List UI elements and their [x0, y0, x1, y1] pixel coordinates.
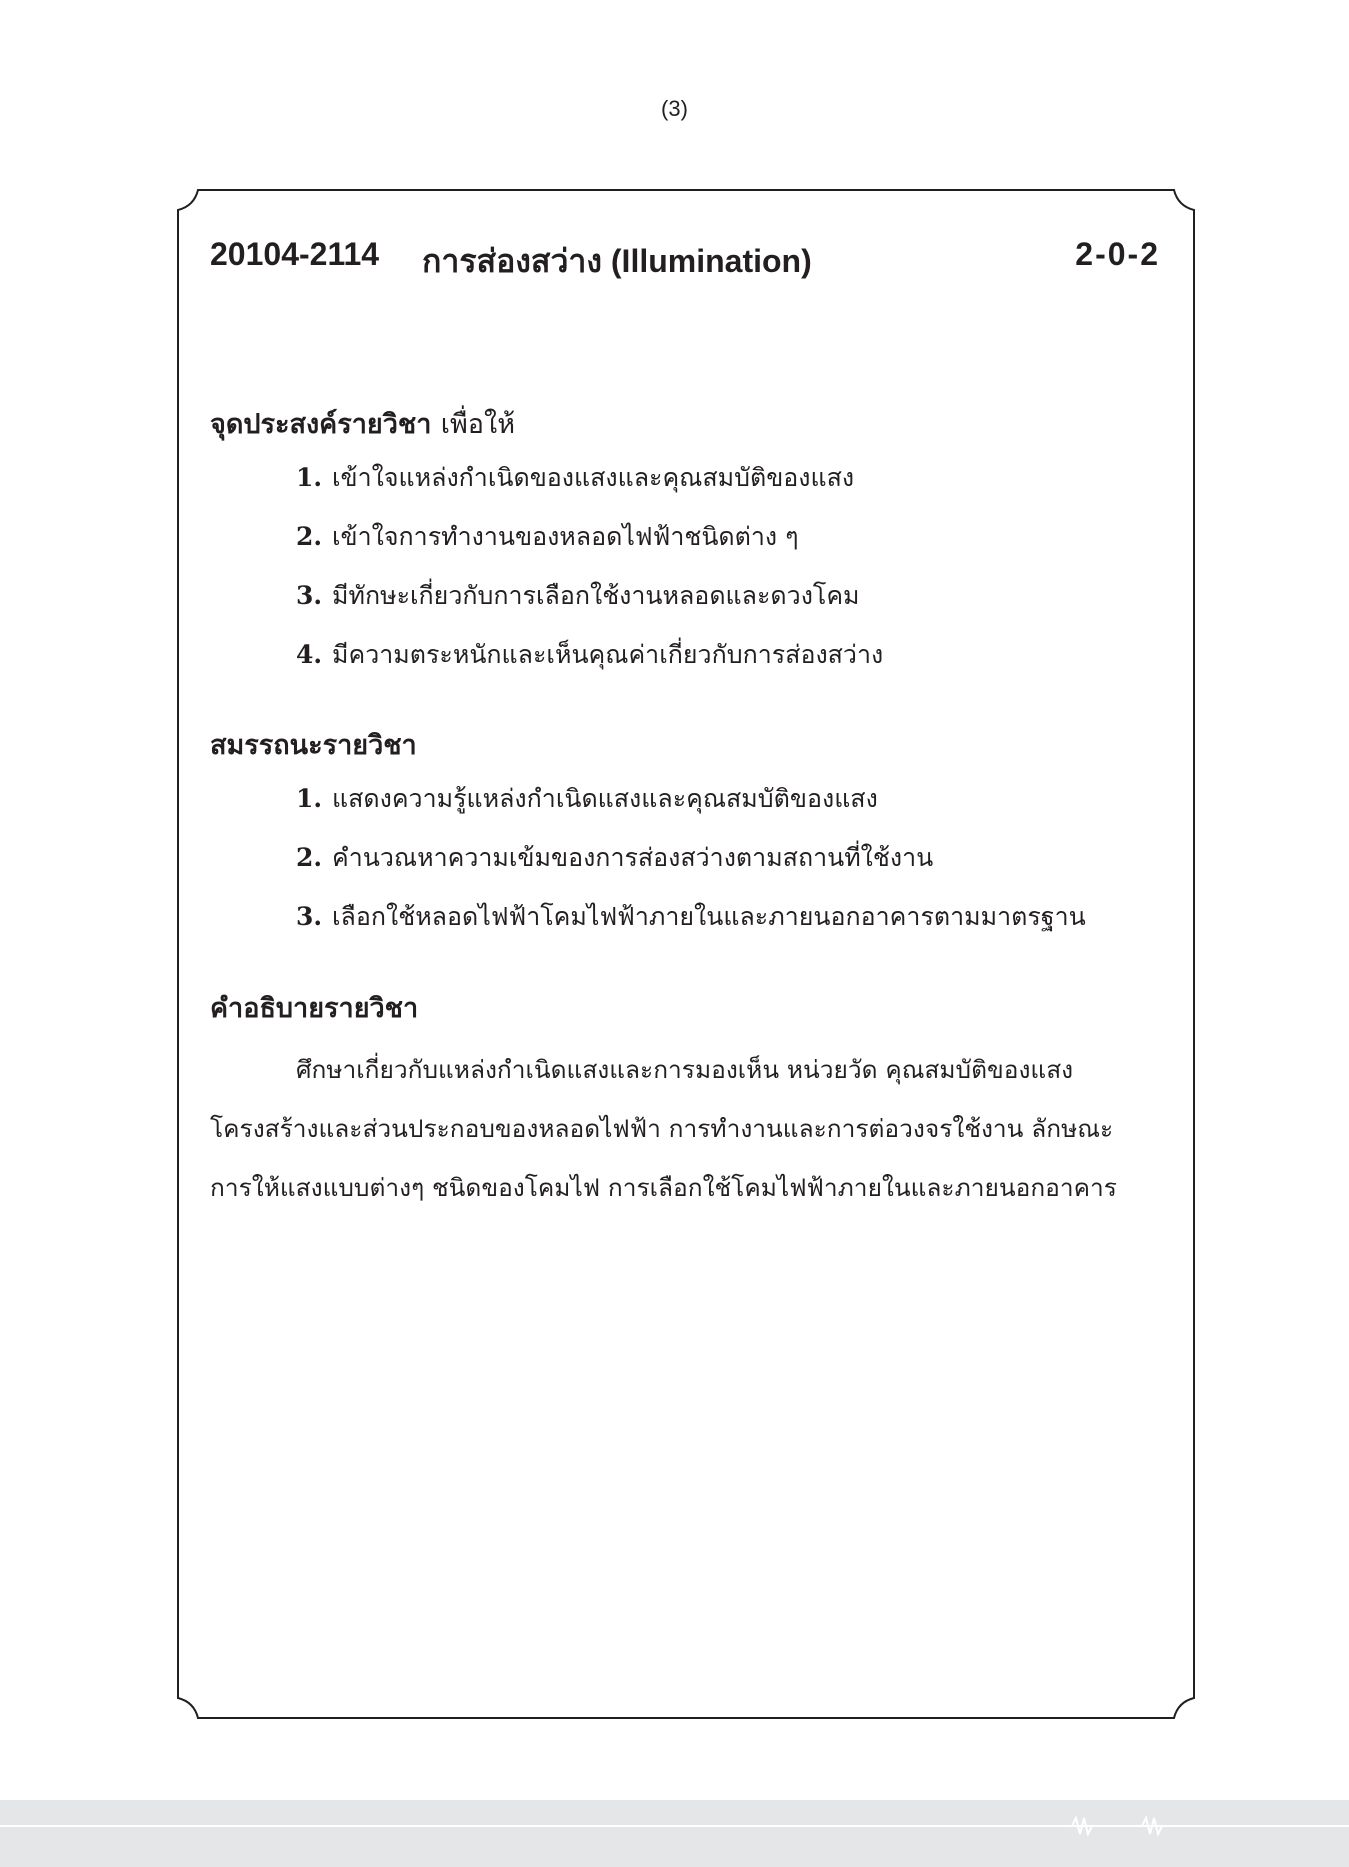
list-item [296, 448, 883, 507]
item-number: 2. [296, 843, 323, 872]
description-line: การให้แสงแบบต่างๆ ชนิดของโคมไฟ การเลือกใช้โคมไฟฟ้าภายในและภายนอกอาคาร [210, 1173, 1117, 1202]
item-text: มีความตระหนักและเห็นคุณค่าเกี่ยวกับการส่องสว่าง [332, 640, 884, 669]
item-number: 4. [296, 640, 323, 669]
description-line: ศึกษาเกี่ยวกับแหล่งกำเนิดแสงและการมองเห็น หน่วยวัด คุณสมบัติของแสง [296, 1055, 1074, 1084]
course-title: การส่องสว่าง (Illumination) [422, 243, 812, 279]
description-line: โครงสร้างและส่วนประกอบของหลอดไฟฟ้า การทำงานและการต่อวงจรใช้งาน ลักษณะ [210, 1114, 1114, 1143]
competencies-list [296, 769, 1086, 946]
course-header [210, 236, 1160, 284]
objectives-heading [210, 402, 515, 445]
list-item [296, 566, 883, 625]
objectives-heading-label: จุดประสงค์รายวิชา [210, 409, 432, 440]
item-number: 2. [296, 522, 323, 551]
description-heading: คำอธิบายรายวิชา [210, 993, 419, 1024]
item-text: มีทักษะเกี่ยวกับการเลือกใช้งานหลอดและดวงโคม [332, 581, 860, 610]
list-item [296, 887, 1086, 946]
list-item [296, 625, 883, 684]
item-text: แสดงความรู้แหล่งกำเนิดแสงและคุณสมบัติของแสง [332, 784, 878, 813]
page-number: (3) [661, 96, 688, 121]
item-text: เลือกใช้หลอดไฟฟ้าโคมไฟฟ้าภายในและภายนอกอาคารตามมาตรฐาน [332, 902, 1086, 931]
course-credits: 2-0-2 [1075, 236, 1160, 272]
objectives-list [296, 448, 883, 684]
list-item [296, 507, 883, 566]
item-number: 1. [296, 463, 323, 492]
item-text: เข้าใจแหล่งกำเนิดของแสงและคุณสมบัติของแสง [332, 463, 855, 492]
objectives-heading-suffix: เพื่อให้ [440, 409, 515, 440]
item-text: คำนวณหาความเข้มของการส่องสว่างตามสถานที่ใช้งาน [332, 843, 934, 872]
course-code: 20104-2114 [210, 236, 380, 272]
waveform-icon [1058, 1812, 1188, 1840]
competencies-heading: สมรรถนะรายวิชา [210, 730, 417, 761]
item-number: 1. [296, 784, 323, 813]
course-description [210, 1040, 1160, 1217]
list-item [296, 769, 1086, 828]
item-number: 3. [296, 902, 323, 931]
list-item [296, 828, 1086, 887]
item-text: เข้าใจการทำงานของหลอดไฟฟ้าชนิดต่าง ๆ [332, 522, 799, 551]
item-number: 3. [296, 581, 323, 610]
